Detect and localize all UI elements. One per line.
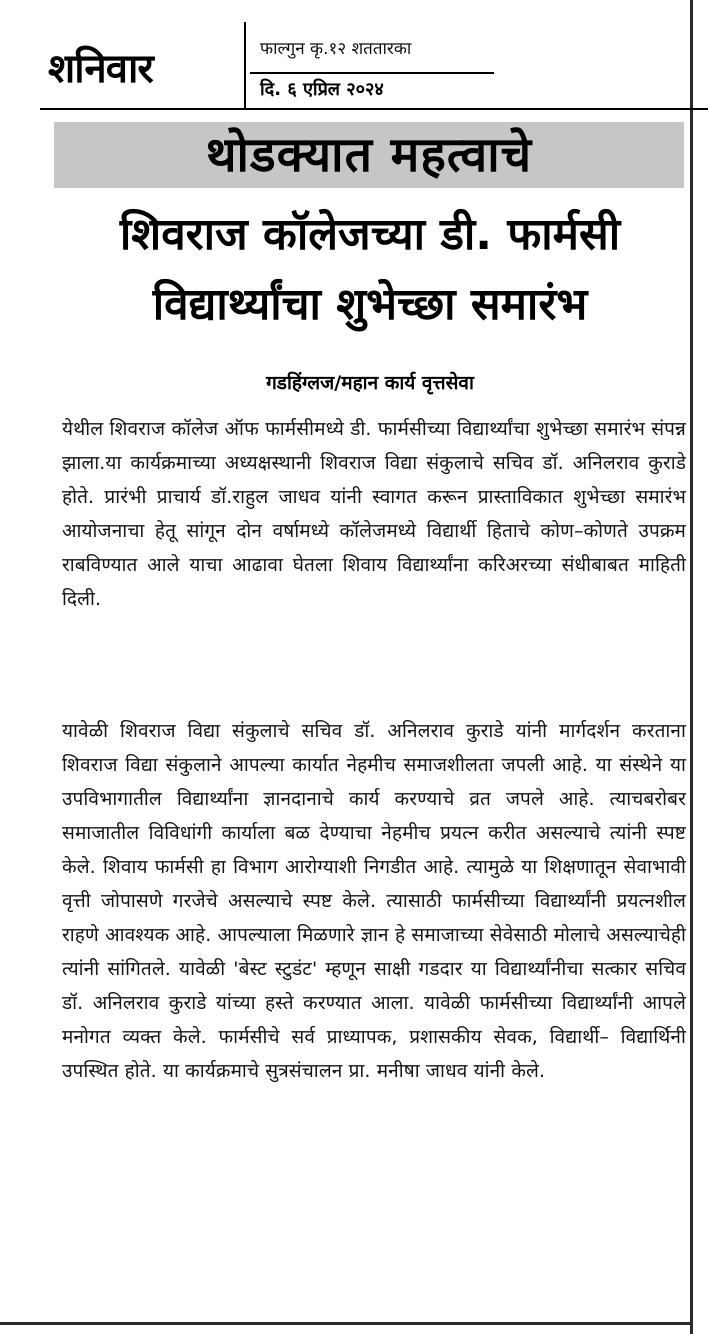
article-dateline: गडहिंग्लज/महान कार्य वृत्तसेवा [266,372,474,394]
tithi-label: फाल्गुन कृ.१२ शततारका [260,39,412,59]
headline-line-1: शिवराज कॉलेजच्या डी. फार्मसी [119,209,621,260]
clipping-bottom-border [0,1322,693,1325]
article-paragraph-2: यावेळी शिवराज विद्या संकुलाचे सचिव डॉ. अनिलराव कुराडे यांनी मार्गदर्शन करताना शिवराज विद्या संकुलाने आपल्या कार्यात नेहमीच समाजशीलता जपली आहे. या संस्थेने या उपविभागातील विद्यार्थ्यांना ज्ञानदानाचे कार्य करण्याचे व्रत जपले आहे. त्याचबरोबर समाजातील विविधांगी कार्याला बळ देण्याचा नेहमीच प्रयत्न करीत असल्याचे त्यांनी स्पष्ट केले. शिवाय फार्मसी हा विभाग आरोग्याशी निगडीत आहे. त्यामुळे या शिक्षणातून सेवाभावी वृत्ती जोपासणे गरजेचे असल्याचे स्पष्ट केले. त्यासाठी फार्मसीच्या विद्यार्थ्यांनी प्रयत्नशील राहणे आवश्यक आहे. आपल्याला मिळणारे ज्ञान हे समाजाच्या सेवेसाठी मोलाचे असल्याचेही त्यांनी सांगितले. यावेळी 'बेस्ट स्टुडंट' म्हणून साक्षी गडदार या विद्यार्थ्यांनीचा सत्कार सचिव डॉ. अनिलराव कुराडे यांच्या हस्ते करण्यात आला. यावेळी फार्मसीच्या विद्यार्थ्यांनी आपले मनोगत व्यक्त केले. फार्मसीचे सर्व प्राध्यापक, प्रशासकीय सेवक, विद्यार्थी– विद्यार्थिनी उपस्थित होते. या कार्यक्रमाचे सुत्रसंचालन प्रा. मनीषा जाधव यांनी केले. [62,720,686,1082]
headline-line-2: विद्यार्थ्यांचा शुभेच्छा समारंभ [152,279,588,330]
article-paragraph-1: येथील शिवराज कॉलेज ऑफ फार्मसीमध्ये डी. फार्मसीच्या विद्यार्थ्यांचा शुभेच्छा समारंभ संपन्न झाला.या कार्यक्रमाच्या अध्यक्षस्थानी शिवराज विद्या संकुलाचे सचिव डॉ. अनिलराव कुराडे होते. प्रारंभी प्राचार्य डॉ.राहुल जाधव यांनी स्वागत करून प्रास्ताविकात शुभेच्छा समारंभ आयोजनाचा हेतू सांगून दोन वर्षामध्ये कॉलेजमध्ये विद्यार्थी हिताचे कोण–कोणते उपक्रम राबविण्यात आले याचा आढावा घेतला शिवाय विद्यार्थ्यांना करिअरच्या संधीबाबत माहिती दिली. [62,418,686,610]
header-rule [40,108,708,110]
date-label: दि. ६ एप्रिल २०२४ [260,79,384,100]
weekday-label: शनिवार [48,46,153,92]
header-divider [244,22,246,110]
section-banner: थोडक्यात महत्वाचे [54,122,684,188]
header-date-rule [250,72,494,74]
